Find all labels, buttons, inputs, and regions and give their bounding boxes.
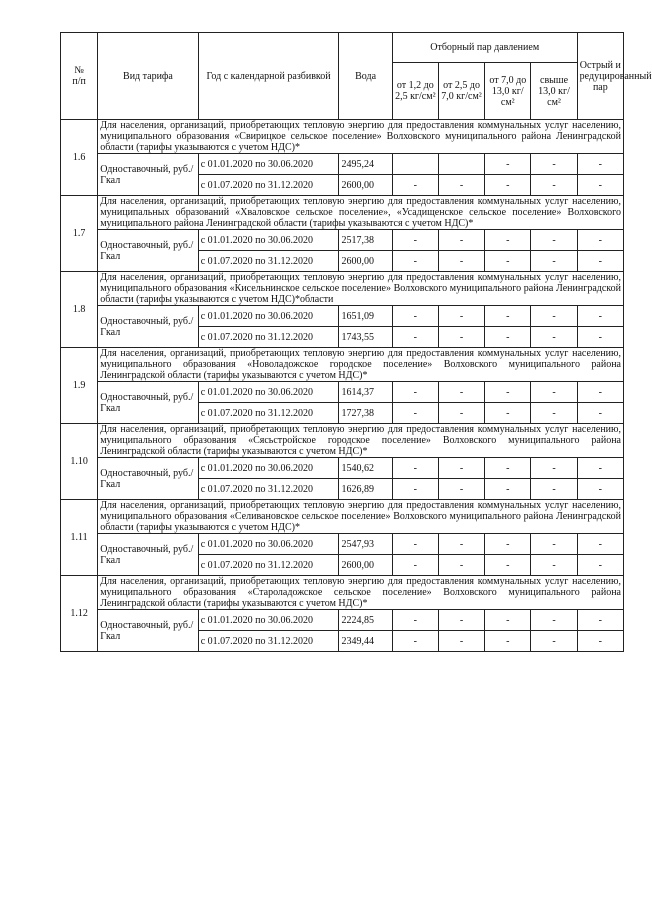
period-cell: с 01.01.2020 по 30.06.2020 bbox=[198, 458, 339, 479]
p2-value: - bbox=[438, 479, 484, 500]
p1-value: - bbox=[392, 175, 438, 196]
section-header-row bbox=[61, 576, 624, 610]
tariff-row bbox=[61, 382, 624, 403]
p4-value: - bbox=[531, 251, 577, 272]
section-header-row bbox=[61, 272, 624, 306]
section-number: 1.11 bbox=[61, 500, 98, 576]
header-num: № п/п bbox=[61, 33, 98, 120]
sharp-value: - bbox=[577, 610, 623, 631]
tariff-row bbox=[61, 230, 624, 251]
p2-value: - bbox=[438, 251, 484, 272]
header-sharp: Острый и редуцированный пар bbox=[577, 33, 623, 120]
tariff-body bbox=[61, 120, 624, 652]
p1-value: - bbox=[392, 610, 438, 631]
p3-value: - bbox=[485, 610, 531, 631]
p4-value: - bbox=[531, 175, 577, 196]
tariff-row bbox=[61, 154, 624, 175]
p1-value: - bbox=[392, 555, 438, 576]
section-header-row bbox=[61, 120, 624, 154]
section-description: Для населения, организаций, приобретающих тепловую энергию для предоставления коммунальных услуг населению, муниципального образования «Новоладожское городское поселение» Волховского муниципального района Ленинградской области (тарифы указываются с учетом НДС)* bbox=[98, 348, 624, 382]
p2-value: - bbox=[438, 458, 484, 479]
tariff-type: Одноставочный, руб./Гкал bbox=[98, 534, 199, 576]
water-value: 1614,37 bbox=[339, 382, 392, 403]
tariff-type: Одноставочный, руб./Гкал bbox=[98, 154, 199, 196]
p2-value: - bbox=[438, 403, 484, 424]
section-number: 1.7 bbox=[61, 196, 98, 272]
period-cell: с 01.01.2020 по 30.06.2020 bbox=[198, 382, 339, 403]
p3-value: - bbox=[485, 479, 531, 500]
p1-value: - bbox=[392, 230, 438, 251]
p1-value: - bbox=[392, 382, 438, 403]
period-cell: с 01.07.2020 по 31.12.2020 bbox=[198, 403, 339, 424]
header-steam-group: Отборный пар давлением bbox=[392, 33, 577, 63]
tariff-row bbox=[61, 458, 624, 479]
p4-value: - bbox=[531, 610, 577, 631]
section-description: Для населения, организаций, приобретающих тепловую энергию для предоставления коммунальных услуг населению, муниципального образования «Сясьстройское городское поселение» Волховского муниципального района Ленинградской области (тарифы указываются с учетом НДС)* bbox=[98, 424, 624, 458]
p2-value: - bbox=[438, 555, 484, 576]
p1-value: - bbox=[392, 403, 438, 424]
sharp-value: - bbox=[577, 327, 623, 348]
section-number: 1.6 bbox=[61, 120, 98, 196]
p3-value: - bbox=[485, 382, 531, 403]
p2-value: - bbox=[438, 175, 484, 196]
tariff-type: Одноставочный, руб./Гкал bbox=[98, 458, 199, 500]
water-value: 2495,24 bbox=[339, 154, 392, 175]
p4-value: - bbox=[531, 306, 577, 327]
sharp-value: - bbox=[577, 306, 623, 327]
header-p2: от 2,5 до 7,0 кг/см² bbox=[438, 63, 484, 120]
water-value: 2547,93 bbox=[339, 534, 392, 555]
sharp-value: - bbox=[577, 175, 623, 196]
sharp-value: - bbox=[577, 154, 623, 175]
header-type: Вид тарифа bbox=[98, 33, 199, 120]
water-value: 1626,89 bbox=[339, 479, 392, 500]
header-period: Год с календарной разбивкой bbox=[198, 33, 339, 120]
p4-value: - bbox=[531, 403, 577, 424]
p3-value: - bbox=[485, 631, 531, 652]
p3-value: - bbox=[485, 306, 531, 327]
sharp-value: - bbox=[577, 479, 623, 500]
section-description: Для населения, организаций, приобретающих тепловую энергию для предоставления коммунальных услуг населению, муниципального образования «Кисельнинское сельское поселение» Волховского муниципального района Ленинградской области (тарифы указываются с учетом НДС)*области bbox=[98, 272, 624, 306]
p1-value bbox=[392, 154, 438, 175]
p4-value: - bbox=[531, 154, 577, 175]
period-cell: с 01.07.2020 по 31.12.2020 bbox=[198, 479, 339, 500]
p2-value: - bbox=[438, 631, 484, 652]
p4-value: - bbox=[531, 631, 577, 652]
p3-value: - bbox=[485, 154, 531, 175]
p3-value: - bbox=[485, 251, 531, 272]
p3-value: - bbox=[485, 555, 531, 576]
water-value: 1540,62 bbox=[339, 458, 392, 479]
period-cell: с 01.07.2020 по 31.12.2020 bbox=[198, 175, 339, 196]
period-cell: с 01.01.2020 по 30.06.2020 bbox=[198, 534, 339, 555]
p2-value: - bbox=[438, 306, 484, 327]
p4-value: - bbox=[531, 230, 577, 251]
water-value: 2517,38 bbox=[339, 230, 392, 251]
p1-value: - bbox=[392, 479, 438, 500]
section-number: 1.10 bbox=[61, 424, 98, 500]
header-water: Вода bbox=[339, 33, 392, 120]
p3-value: - bbox=[485, 230, 531, 251]
water-value: 1743,55 bbox=[339, 327, 392, 348]
section-description: Для населения, организаций, приобретающих тепловую энергию для предоставления коммунальных услуг населению, муниципального образования «Староладожское сельское поселение» Волховского муниципального района Ленинградской области (тарифы указываются с учетом НДС)* bbox=[98, 576, 624, 610]
p4-value: - bbox=[531, 534, 577, 555]
p3-value: - bbox=[485, 403, 531, 424]
period-cell: с 01.01.2020 по 30.06.2020 bbox=[198, 306, 339, 327]
tariff-type: Одноставочный, руб./Гкал bbox=[98, 306, 199, 348]
tariff-row bbox=[61, 306, 624, 327]
p4-value: - bbox=[531, 458, 577, 479]
period-cell: с 01.01.2020 по 30.06.2020 bbox=[198, 230, 339, 251]
water-value: 2349,44 bbox=[339, 631, 392, 652]
sharp-value: - bbox=[577, 458, 623, 479]
p4-value: - bbox=[531, 479, 577, 500]
p2-value: - bbox=[438, 327, 484, 348]
p1-value: - bbox=[392, 306, 438, 327]
period-cell: с 01.01.2020 по 30.06.2020 bbox=[198, 154, 339, 175]
section-description: Для населения, организаций, приобретающих тепловую энергию для предоставления коммунальных услуг населению, муниципального образования «Свирицкое сельское поселение» Волховского муниципального района Ленинградской области (тарифы указываются с учетом НДС)* bbox=[98, 120, 624, 154]
p1-value: - bbox=[392, 251, 438, 272]
sharp-value: - bbox=[577, 631, 623, 652]
p2-value bbox=[438, 154, 484, 175]
water-value: 2600,00 bbox=[339, 555, 392, 576]
tariff-row bbox=[61, 534, 624, 555]
header-p3: от 7,0 до 13,0 кг/см² bbox=[485, 63, 531, 120]
p1-value: - bbox=[392, 631, 438, 652]
p3-value: - bbox=[485, 327, 531, 348]
sharp-value: - bbox=[577, 534, 623, 555]
tariff-type: Одноставочный, руб./Гкал bbox=[98, 610, 199, 652]
sharp-value: - bbox=[577, 251, 623, 272]
p4-value: - bbox=[531, 327, 577, 348]
p3-value: - bbox=[485, 175, 531, 196]
p2-value: - bbox=[438, 610, 484, 631]
water-value: 2224,85 bbox=[339, 610, 392, 631]
section-description: Для населения, организаций, приобретающих тепловую энергию для предоставления коммунальных услуг населению, муниципальных образований «Хваловское сельское поселение», «Усадищенское сельское поселение» Волховского муниципального района Ленинградской области (тарифы указываются с учетом НДС)* bbox=[98, 196, 624, 230]
p4-value: - bbox=[531, 382, 577, 403]
p2-value: - bbox=[438, 382, 484, 403]
period-cell: с 01.07.2020 по 31.12.2020 bbox=[198, 251, 339, 272]
water-value: 1651,09 bbox=[339, 306, 392, 327]
period-cell: с 01.07.2020 по 31.12.2020 bbox=[198, 631, 339, 652]
p2-value: - bbox=[438, 230, 484, 251]
p2-value: - bbox=[438, 534, 484, 555]
section-header-row bbox=[61, 500, 624, 534]
p1-value: - bbox=[392, 327, 438, 348]
sharp-value: - bbox=[577, 382, 623, 403]
water-value: 1727,38 bbox=[339, 403, 392, 424]
tariff-table bbox=[60, 32, 652, 652]
period-cell: с 01.07.2020 по 31.12.2020 bbox=[198, 555, 339, 576]
section-header-row bbox=[61, 348, 624, 382]
header-p1: от 1,2 до 2,5 кг/см² bbox=[392, 63, 438, 120]
sharp-value: - bbox=[577, 555, 623, 576]
p3-value: - bbox=[485, 534, 531, 555]
water-value: 2600,00 bbox=[339, 175, 392, 196]
p1-value: - bbox=[392, 458, 438, 479]
header-p4: свыше 13,0 кг/см² bbox=[531, 63, 577, 120]
section-number: 1.8 bbox=[61, 272, 98, 348]
p3-value: - bbox=[485, 458, 531, 479]
period-cell: с 01.07.2020 по 31.12.2020 bbox=[198, 327, 339, 348]
section-header-row bbox=[61, 196, 624, 230]
p1-value: - bbox=[392, 534, 438, 555]
section-number: 1.12 bbox=[61, 576, 98, 652]
tariff-type: Одноставочный, руб./Гкал bbox=[98, 230, 199, 272]
water-value: 2600,00 bbox=[339, 251, 392, 272]
sharp-value: - bbox=[577, 403, 623, 424]
period-cell: с 01.01.2020 по 30.06.2020 bbox=[198, 610, 339, 631]
sharp-value: - bbox=[577, 230, 623, 251]
section-header-row bbox=[61, 424, 624, 458]
section-number: 1.9 bbox=[61, 348, 98, 424]
tariff-row bbox=[61, 610, 624, 631]
tariff-type: Одноставочный, руб./Гкал bbox=[98, 382, 199, 424]
section-description: Для населения, организаций, приобретающих тепловую энергию для предоставления коммунальных услуг населению, муниципального образования «Селивановское сельское поселение» Волховского муниципального района Ленинградской области (тарифы указываются с учетом НДС)* bbox=[98, 500, 624, 534]
p4-value: - bbox=[531, 555, 577, 576]
